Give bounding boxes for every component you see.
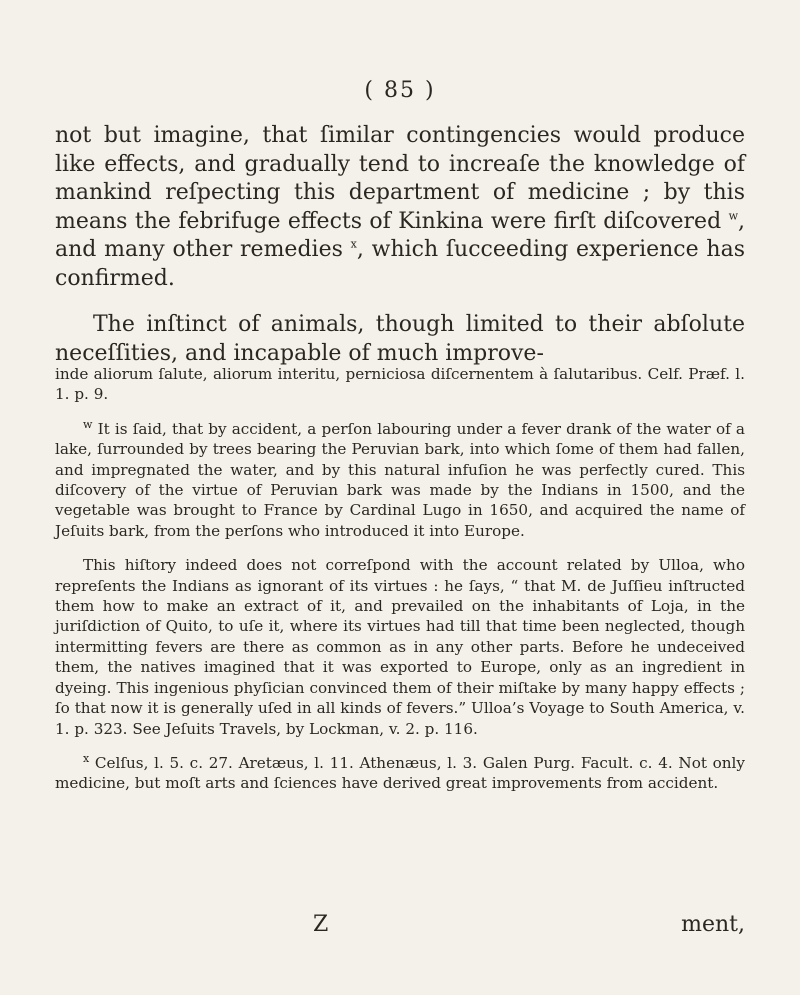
body-paragraph	[55, 311, 745, 368]
text-run: , which ſucceeding experience has confirmed.	[55, 237, 745, 291]
signature-mark: Z	[313, 912, 329, 937]
text-run: It is ſaid, that by accident, a perſon labouring under a fever drank of the water of a lake, ſurrounded by trees bearing the Peruvian bark, into which ſome of them had fallen, and impregnated the water, and by this natural infuſion he was perfectly cured. This diſcovery of the virtue of Peruvian bark was made by the Indians in 1500, and the vegetable was brought to France by Cardinal Lugo in 1650, and acquired the name of Jeſuits bark, from the perſons who introduced it into Europe.	[55, 419, 745, 540]
footnote-paragraph	[55, 419, 745, 541]
text-run: The inſtinct of animals, though limited to their abſolute neceſſities, and incapable of much improve-	[55, 312, 745, 366]
footnote-paragraph	[55, 555, 745, 739]
footnote-paragraph	[55, 364, 745, 405]
footnote-marker: w	[728, 209, 738, 223]
footnote-marker: w	[83, 417, 93, 431]
footnotes	[55, 364, 745, 794]
catchword: ment,	[681, 912, 745, 937]
footnote-marker: x	[83, 751, 90, 765]
footnote-marker: x	[350, 237, 357, 251]
footnote-paragraph	[55, 753, 745, 794]
page-number: ( 85 )	[364, 78, 436, 103]
text-run: , and many other remedies	[55, 208, 745, 262]
body-paragraph	[55, 122, 745, 293]
text-run: inde aliorum ſalute, aliorum interitu, perniciosa diſcernentem à ſalutaribus. Celf. Præf. l. 1. p. 9.	[55, 365, 745, 404]
catchline	[55, 912, 745, 942]
text-run: This hiſtory indeed does not correſpond with the account related by Ulloa, who repreſents the Indians as ignorant of its virtues : he ſays, “ that M. de Juſſieu inſtructed them how to make an extract of it, and prevailed on the inhabitants of Loja, in the juriſdiction of Quito, to uſe it, where its virtues had till that time been neglected, though intermitting fevers are there as common as in any other parts. Before he undeceived them, the natives imagined that it was exported to Europe, only as an ingredient in dyeing. This ingenious phyſician convinced them of their miſtake by many happy effects ; ſo that now it is generally uſed in all kinds of fevers.” Ulloa’s Voyage to South America, v. 1. p. 323. See Jeſuits Travels, by Lockman, v. 2. p. 116.	[55, 556, 745, 738]
text-run: Celſus, l. 5. c. 27. Aretæus, l. 11. Athenæus, l. 3. Galen Purg. Facult. c. 4. Not only medicine, but moſt arts and ſciences have derived great improvements from accident.	[55, 753, 745, 793]
text-run: not but imagine, that ſimilar contingencies would produce like effects, and gradually tend to increaſe the knowledge of mankind reſpecting this department of medicine ; by this means the febrifuge effects of Kinkina were firſt diſcovered	[55, 123, 745, 234]
main-text	[55, 122, 745, 368]
